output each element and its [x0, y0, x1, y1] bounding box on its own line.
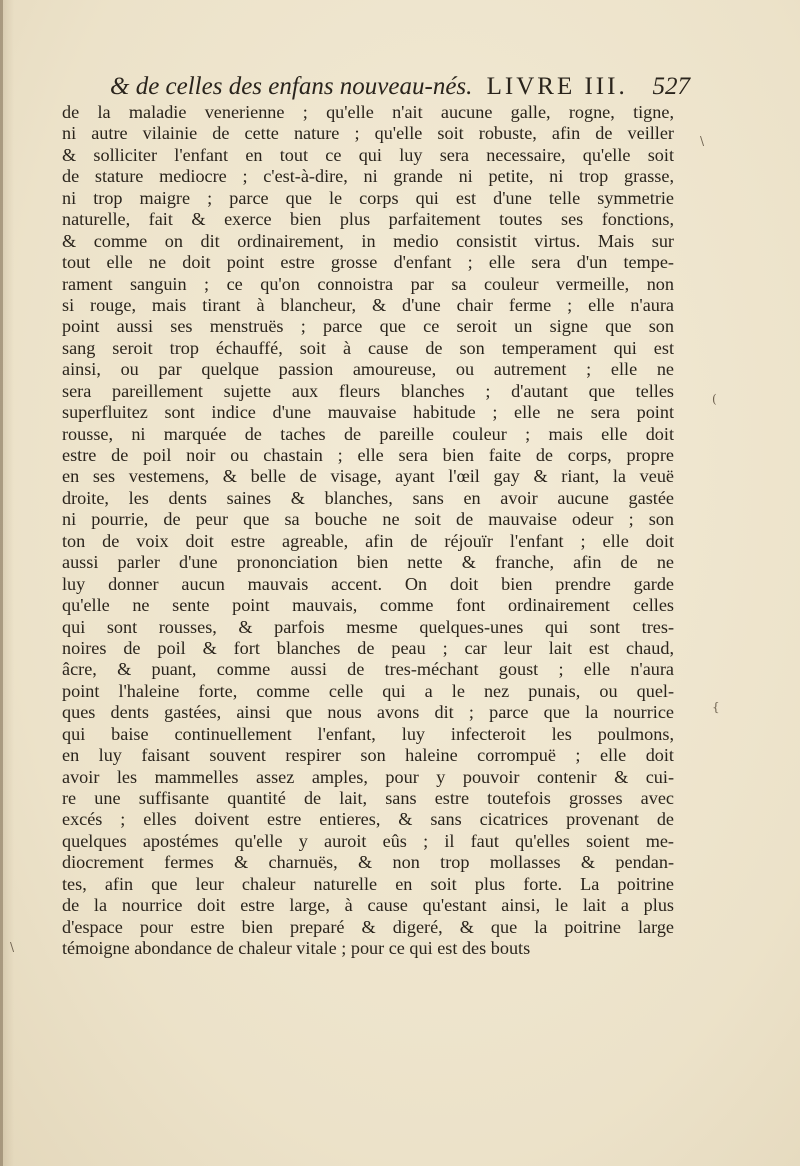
text-line: qui baise continuellement l'enfant, luy infecteroit les poulmons, — [62, 723, 674, 744]
margin-mark: { — [712, 700, 720, 714]
text-line: en luy faisant souvent respirer son haleine corrompuë ; elle doit — [62, 745, 674, 766]
text-line: rament sanguin ; ce qu'on connoistra par sa couleur vermeille, non — [62, 273, 674, 294]
text-line: ni autre vilainie de cette nature ; qu'elle soit robuste, afin de veiller — [62, 123, 674, 144]
text-line: de la nourrice doit estre large, à cause qu'estant ainsi, le lait a plus — [62, 895, 674, 916]
text-line: sera pareillement sujette aux fleurs blanches ; d'autant que telles — [62, 380, 674, 401]
text-line: naturelle, fait & exerce bien plus parfaitement toutes ses fonctions, — [62, 209, 674, 230]
body-text — [62, 102, 674, 960]
text-line: estre de poil noir ou chastain ; elle sera bien faite de corps, propre — [62, 445, 674, 465]
text-line: avoir les mammelles assez amples, pour y pouvoir contenir & cui- — [62, 766, 674, 787]
margin-mark: \ — [700, 134, 705, 148]
text-line: si rouge, mais tirant à blancheur, & d'une chair ferme ; elle n'aura — [62, 294, 674, 315]
running-title: & de celles des enfans nouveau-nés. — [110, 73, 473, 100]
binding-shadow — [0, 0, 3, 1166]
text-line: tes, afin que leur chaleur naturelle en soit plus forte. La poitrine — [62, 873, 674, 894]
text-line: ton de voix doit estre agreable, afin de réjouïr l'enfant ; elle doit — [62, 530, 674, 551]
text-line: ni pourrie, de peur que sa bouche ne soit de mauvaise odeur ; son — [62, 509, 674, 530]
margin-mark: \ — [10, 940, 15, 954]
text-line: point l'haleine forte, comme celle qui a le nez punais, ou quel- — [62, 680, 674, 701]
text-line: qui sont rousses, & parfois mesme quelques-unes qui sont tres- — [62, 616, 674, 637]
text-line: excés ; elles doivent estre entieres, & sans cicatrices provenant de — [62, 809, 674, 830]
text-line: rousse, ni marquée de taches de pareille couleur ; mais elle doit — [62, 423, 674, 444]
page-number: 527 — [652, 73, 690, 100]
text-line: luy donner aucun mauvais accent. On doit bien prendre garde — [62, 573, 674, 594]
text-line: quelques apostémes qu'elle y auroit eûs ; il faut qu'elles soient me- — [62, 830, 674, 851]
text-line: qu'elle ne sente point mauvais, comme font ordinairement celles — [62, 595, 674, 616]
text-line: de stature mediocre ; c'est-à-dire, ni grande ni petite, ni trop grasse, — [62, 166, 674, 187]
text-line: ainsi, ou par quelque passion amoureuse, ou autrement ; elle ne — [62, 359, 674, 380]
text-line: droite, les dents saines & blanches, sans en avoir aucune gastée — [62, 487, 674, 508]
text-line: d'espace pour estre bien preparé & digeré, & que la poitrine large — [62, 916, 674, 937]
text-line: sang seroit trop échauffé, soit à cause de son temperament qui est — [62, 337, 674, 358]
text-line: re une suffisante quantité de lait, sans estre toutefois grosses avec — [62, 788, 674, 808]
text-line: diocrement fermes & charnuës, & non trop mollasses & pendan- — [62, 852, 674, 873]
text-line: aussi parler d'une prononciation bien nette & franche, afin de ne — [62, 552, 674, 573]
text-line: âcre, & puant, comme aussi de tres-méchant goust ; elle n'aura — [62, 659, 674, 680]
text-line: ni trop maigre ; parce que le corps qui est d'une telle symmetrie — [62, 187, 674, 208]
text-line: en ses vestemens, & belle de visage, ayant l'œil gay & riant, la veuë — [62, 466, 674, 487]
margin-mark: ( — [712, 392, 717, 406]
text-line: tout elle ne doit point estre grosse d'enfant ; elle sera d'un tempe- — [62, 252, 674, 273]
text-line: de la maladie venerienne ; qu'elle n'ait aucune galle, rogne, tigne, — [62, 102, 674, 122]
text-line: superfluitez sont indice d'une mauvaise habitude ; elle ne sera point — [62, 402, 674, 423]
text-line: ques dents gastées, ainsi que nous avons dit ; parce que la nourrice — [62, 702, 674, 723]
text-line: témoigne abondance de chaleur vitale ; pour ce qui est des bouts — [62, 938, 531, 959]
text-line: noires de poil & fort blanches de peau ; car leur lait est chaud, — [62, 637, 674, 658]
text-line: & solliciter l'enfant en tout ce qui luy sera necessaire, qu'elle soit — [62, 144, 674, 165]
running-header — [110, 70, 690, 104]
book-number: LIVRE III. — [486, 73, 628, 100]
text-line: point aussi ses menstruës ; parce que ce seroit un signe que son — [62, 316, 674, 337]
text-line: & comme on dit ordinairement, in medio consistit virtus. Mais sur — [62, 230, 674, 251]
